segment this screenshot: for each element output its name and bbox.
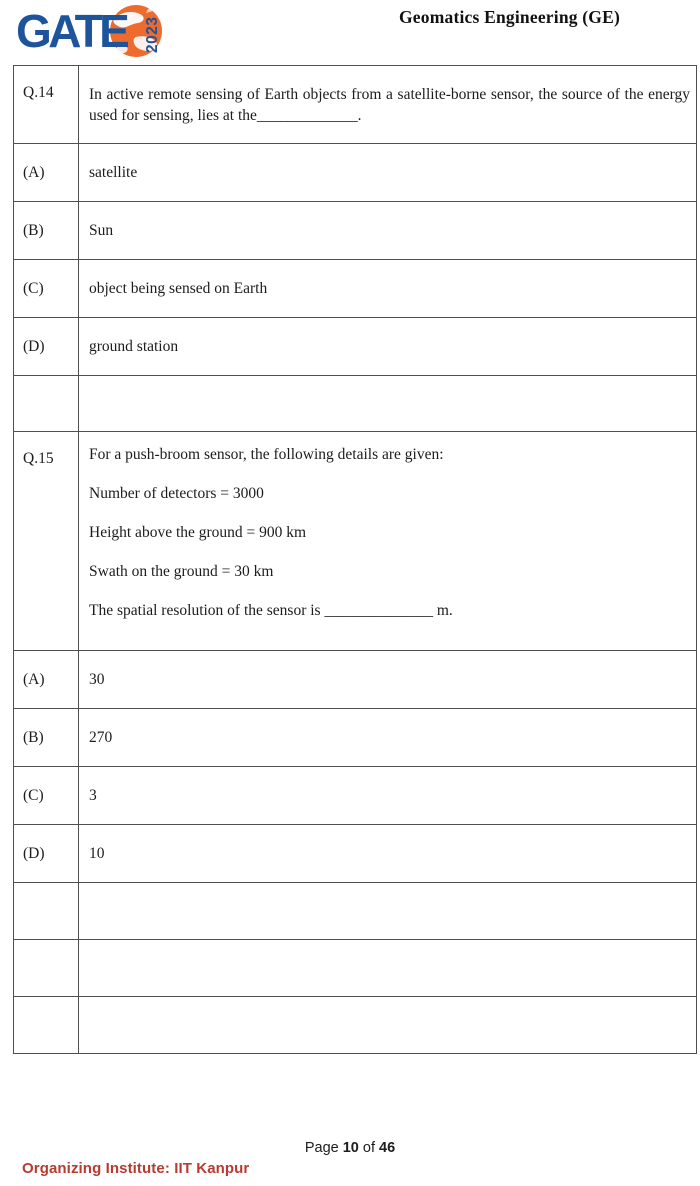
question-text-cell: [79, 66, 697, 144]
option-label: (A): [14, 144, 79, 202]
empty-row: [14, 997, 697, 1054]
organizing-institute: Organizing Institute: IIT Kanpur: [22, 1160, 250, 1177]
empty-row: [14, 940, 697, 997]
option-text: object being sensed on Earth: [79, 260, 697, 318]
option-text: 30: [79, 651, 697, 709]
question-text-line: Swath on the ground = 30 km: [89, 563, 274, 580]
of-word: of: [362, 1140, 375, 1156]
option-label: (C): [14, 260, 79, 318]
empty-row: [14, 883, 697, 940]
option-row: [14, 709, 697, 767]
question-text-cell: [79, 432, 697, 651]
question-table: [13, 65, 697, 1054]
gate-logo-text: GATE: [18, 5, 127, 57]
option-label: (D): [14, 318, 79, 376]
question-text-line: Height above the ground = 900 km: [89, 524, 307, 541]
option-row: [14, 825, 697, 883]
question-number: Q.15: [14, 432, 79, 651]
option-text: 3: [79, 767, 697, 825]
gate-2023-logo: [18, 3, 170, 60]
gate-logo-year: 2023: [144, 16, 161, 53]
paper-title: Geomatics Engineering (GE): [399, 7, 621, 27]
empty-cell: [14, 883, 79, 940]
option-row: [14, 767, 697, 825]
question-text-line: Number of detectors = 3000: [89, 485, 264, 502]
page-total: 46: [379, 1140, 396, 1156]
empty-cell: [79, 940, 697, 997]
question-number: Q.14: [14, 66, 79, 144]
gate-logo-graphic: [18, 3, 170, 60]
option-row: [14, 144, 697, 202]
option-text: satellite: [79, 144, 697, 202]
page-number-indicator: [0, 1140, 700, 1156]
empty-cell: [14, 940, 79, 997]
option-text: ground station: [79, 318, 697, 376]
question-text-line: For a push-broom sensor, the following details are given:: [89, 446, 444, 463]
option-label: (B): [14, 202, 79, 260]
option-label: (A): [14, 651, 79, 709]
page-number: 10: [342, 1140, 359, 1156]
question-text: In active remote sensing of Earth objects from a satellite-borne sensor, the source of the energy used for sensing, lies at the_____________.: [89, 85, 690, 124]
option-text: 10: [79, 825, 697, 883]
question-row-q14: [14, 66, 697, 144]
question-row-q15: [14, 432, 697, 651]
page-word: Page: [304, 1140, 339, 1156]
empty-cell: [14, 997, 79, 1054]
empty-cell: [79, 997, 697, 1054]
option-text: Sun: [79, 202, 697, 260]
empty-cell: [79, 376, 697, 432]
empty-cell: [14, 376, 79, 432]
question-text-line: The spatial resolution of the sensor is ______________ m.: [89, 602, 453, 619]
option-label: (B): [14, 709, 79, 767]
option-row: [14, 318, 697, 376]
option-text: 270: [79, 709, 697, 767]
option-label: (C): [14, 767, 79, 825]
option-label: (D): [14, 825, 79, 883]
empty-row: [14, 376, 697, 432]
option-row: [14, 202, 697, 260]
option-row: [14, 651, 697, 709]
option-row: [14, 260, 697, 318]
empty-cell: [79, 883, 697, 940]
